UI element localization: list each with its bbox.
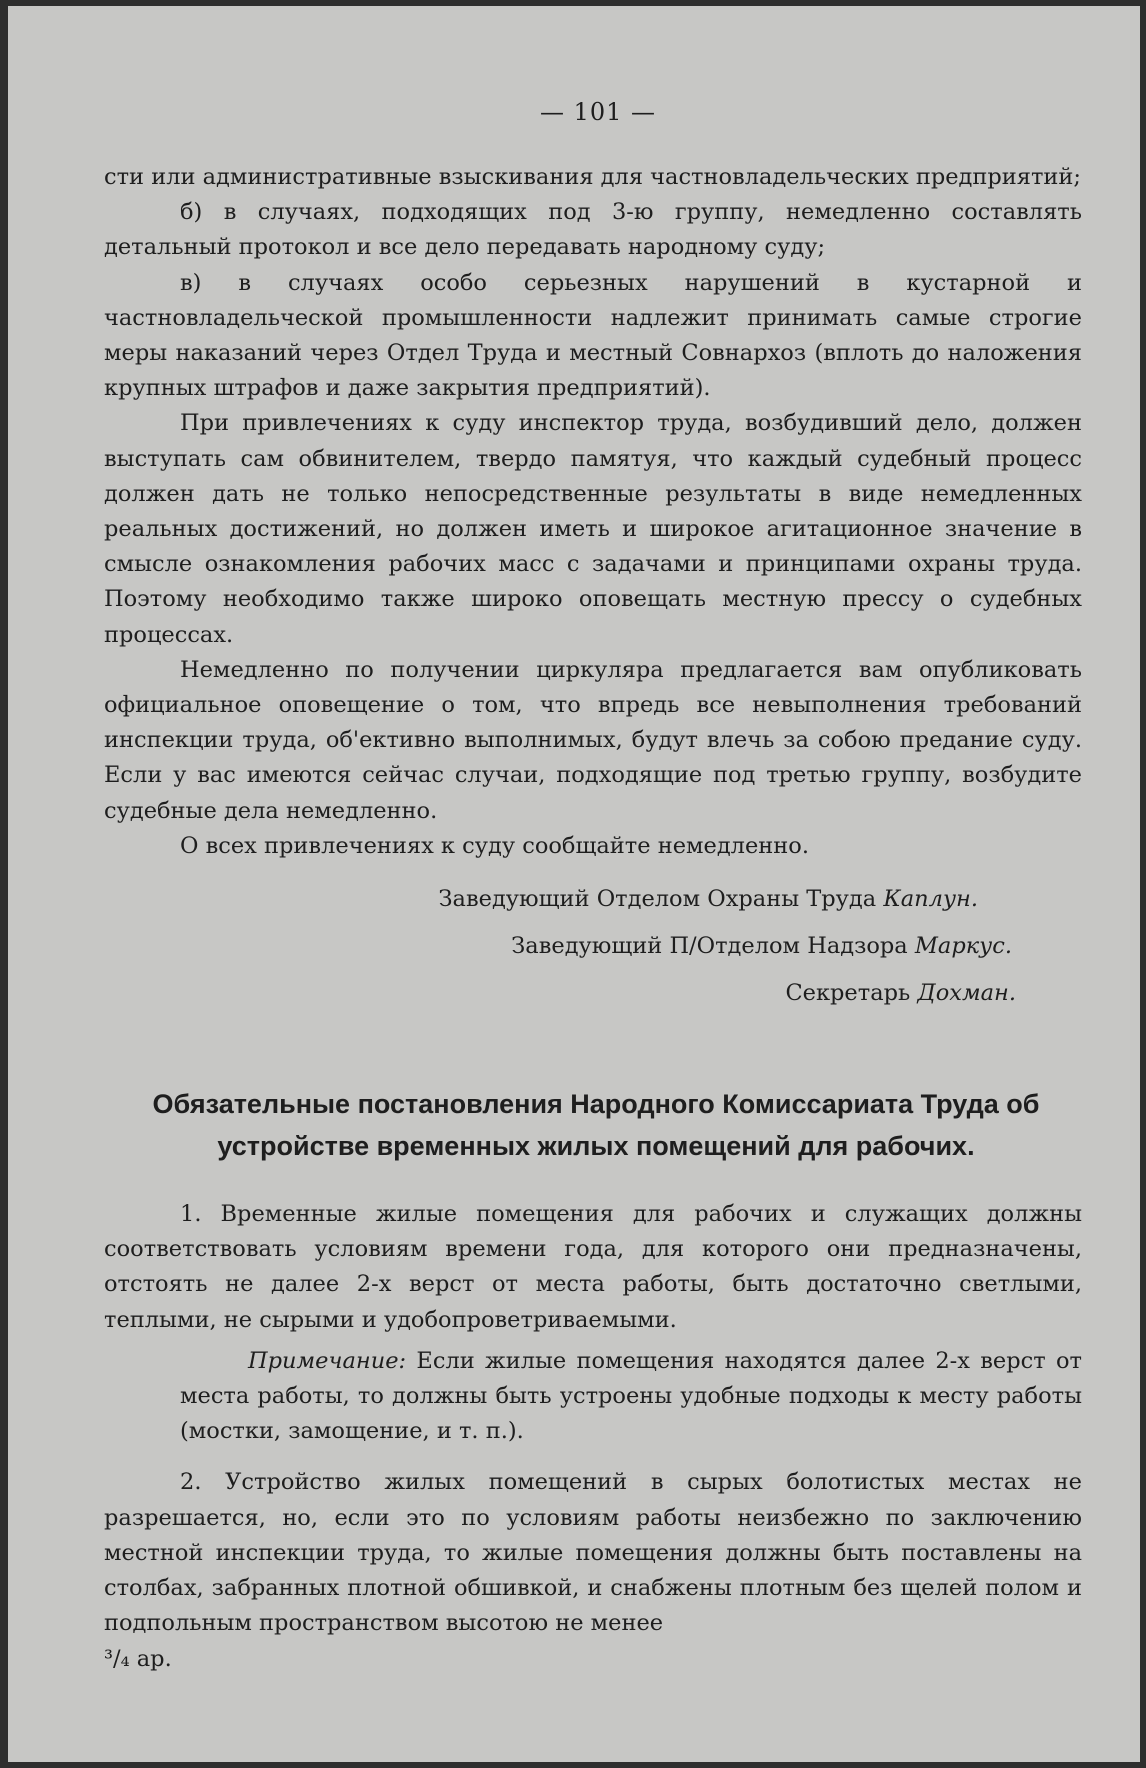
- clause-2-text: 2. Устройство жилых помещений в сырых болотистых местах не разрешается, но, если это по условиям работы неизбежно по заключению местной инспекции труда, то жилые помещения должны быть поставлены на столбах, забранных плотной обшивкой, и снабжены плотным без щелей полом и подпольным пространством высотою не менее: [104, 1469, 1082, 1637]
- section-heading: [104, 1083, 1082, 1167]
- note-label: Примечание:: [248, 1347, 407, 1374]
- signature-title: Секретарь: [785, 980, 911, 1007]
- clause-2: [104, 1465, 1082, 1676]
- document-page: [8, 6, 1140, 1762]
- paragraph-continuation: сти или административные взыскивания для частновладельческих предприятий;: [104, 164, 1082, 190]
- signature-name: Дохман.: [917, 980, 1016, 1007]
- clause-2-last-line: ³/₄ ар.: [104, 1645, 172, 1672]
- signature-block: [104, 876, 1082, 1017]
- page-number: — 101 —: [539, 98, 657, 126]
- section-heading-line-1: Обязательные постановления Народного Комиссариата Труда об: [152, 1089, 1040, 1120]
- signature-secretary: [104, 970, 1082, 1017]
- clause-1: [104, 1197, 1082, 1449]
- clause-1-text: 1. Временные жилые помещения для рабочих и служащих должны соответствовать условиям времени года, для которого они предназначены, отстоять не далее 2-х верст от места работы, быть достаточно светлыми, теплыми, не сырыми и удобопроветриваемыми.: [104, 1201, 1082, 1333]
- paragraph-report: О всех привлечениях к суду сообщайте немедленно.: [180, 832, 809, 859]
- clauses: [104, 1197, 1082, 1677]
- signature-head-labor-protection: [104, 876, 1082, 923]
- paragraph-court: При привлечениях к суду инспектор труда, возбудивший дело, должен выступать сам обвинителем, твердо памятуя, что каждый судебный процесс должен дать не только непосредственные результаты в виде немедленных реальных достижений, но должен иметь и широкое агитационное значение в смысле ознакомления рабочих масс с задачами и принципами охраны труда. Поэтому необходимо также широко оповещать местную прессу о судебных процессах.: [104, 410, 1082, 648]
- section-heading-line-2: устройстве временных жилых помещений для рабочих.: [217, 1131, 975, 1162]
- note-text: [180, 1344, 1082, 1450]
- signature-head-supervision: [104, 923, 1082, 970]
- signature-title: Заведующий Отделом Охраны Труда: [438, 886, 877, 913]
- note-body: Если жилые помещения находятся далее 2-х верст от места работы, то должны быть устроены удобные подходы к месту работы (мостки, замощение, и т. п.).: [180, 1347, 1082, 1445]
- signature-name: Каплун.: [883, 886, 978, 913]
- signature-title: Заведующий П/Отделом Надзора: [511, 933, 908, 960]
- clause-1-note: [104, 1344, 1082, 1450]
- body-text: [104, 160, 1082, 864]
- paragraph-v: в) в случаях особо серьезных нарушений в кустарной и частновладельческой промышленности надлежит принимать самые строгие меры наказаний через Отдел Труда и местный Совнархоз (вплоть до наложения крупных штрафов и даже закрытия предприятий).: [104, 269, 1082, 402]
- paragraph-b: б) в случаях, подходящих под 3-ю группу, немедленно составлять детальный протокол и все дело передавать народному суду;: [104, 199, 1082, 261]
- paragraph-publish: Немедленно по получении циркуляра предлагается вам опубликовать официальное оповещение о том, что впредь все невыполнения требований инспекции труда, об'ективно выполнимых, будут влечь за собою предание суду. Если у вас имеются сейчас случаи, подходящие под третью группу, возбудите судебные дела немедленно.: [104, 656, 1082, 824]
- signature-name: Маркус.: [914, 933, 1012, 960]
